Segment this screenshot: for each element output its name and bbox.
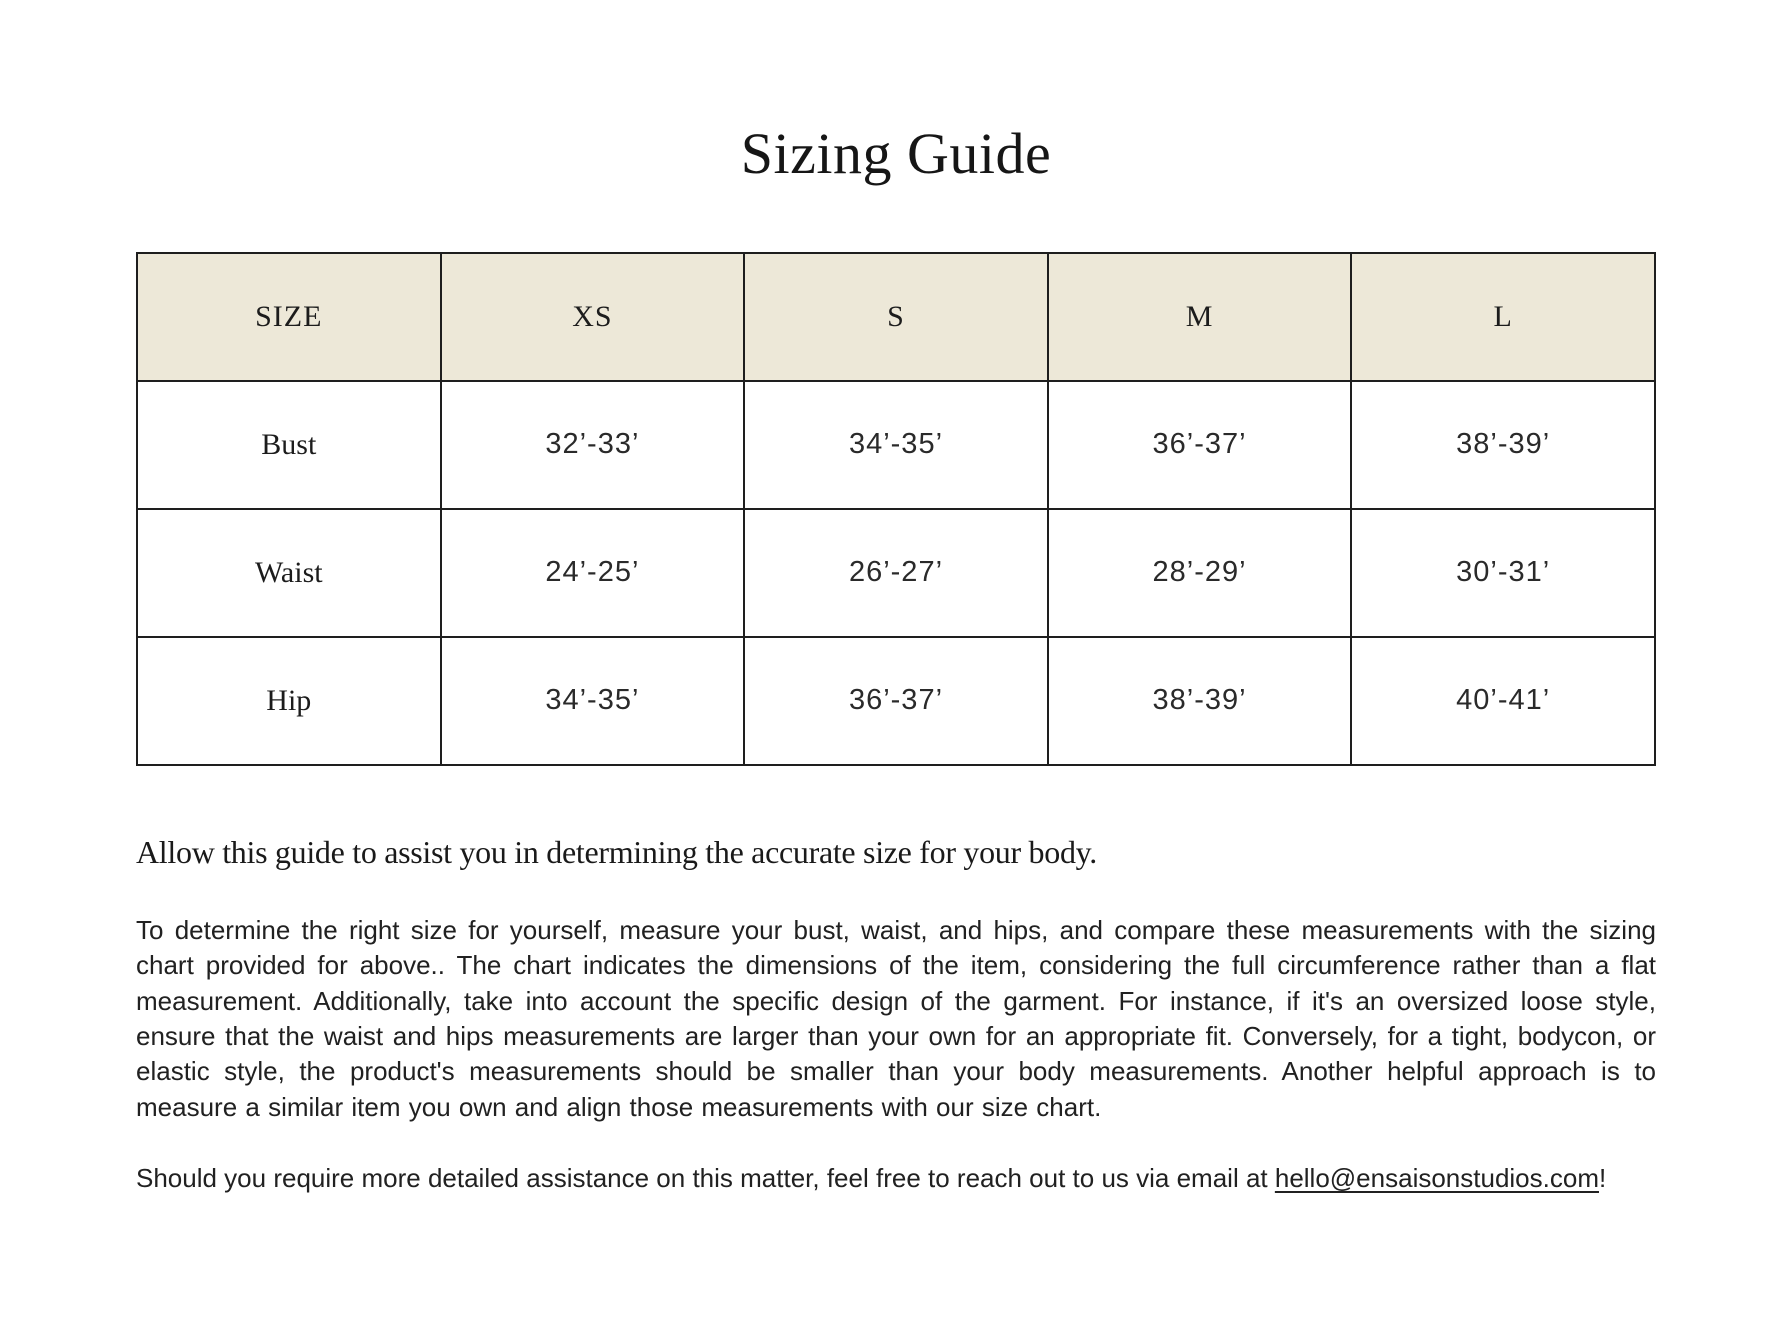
email-link[interactable]: hello@ensaisonstudios.com [1274, 1162, 1599, 1193]
row-label-hip: Hip [137, 637, 441, 765]
hip-l-value: 40’-41’ [1351, 637, 1655, 765]
table-row-waist [137, 509, 1655, 637]
header-cell-m: M [1048, 253, 1352, 381]
table-row-hip [137, 637, 1655, 765]
bust-m-value: 36’-37’ [1048, 381, 1352, 509]
hip-s-value: 36’-37’ [744, 637, 1048, 765]
waist-s-value: 26’-27’ [744, 509, 1048, 637]
contact-prefix: Should you require more detailed assistance on this matter, feel free to reach out to us via email at [136, 1162, 1275, 1193]
contact-text [136, 1163, 1656, 1194]
waist-m-value: 28’-29’ [1048, 509, 1352, 637]
hip-m-value: 38’-39’ [1048, 637, 1352, 765]
waist-xs-value: 24’-25’ [441, 509, 745, 637]
bust-l-value: 38’-39’ [1351, 381, 1655, 509]
waist-l-value: 30’-31’ [1351, 509, 1655, 637]
intro-text: Allow this guide to assist you in determining the accurate size for your body. [136, 833, 1097, 870]
sizing-guide-page [136, 0, 1656, 1194]
body-paragraph: To determine the right size for yourself, measure your bust, waist, and hips, and compare these measurements with the sizing chart provided for above.. The chart indicates the dimensions of the item, considering the full circumference rather than a flat measurement. Additionally, take into account the specific design of the garment. For instance, if it's an oversized loose style, ensure that the waist and hips measurements are larger than your own for an appropriate fit. Conversely, for a tight, bodycon, or elastic style, the product's measurements should be smaller than your body measurements. Another helpful approach is to measure a similar item you own and align those measurements with our size chart. [136, 914, 1656, 1122]
table-row-bust [137, 381, 1655, 509]
bust-s-value: 34’-35’ [744, 381, 1048, 509]
page-title: Sizing Guide [740, 121, 1052, 186]
header-cell-s: S [744, 253, 1048, 381]
table-header-row [137, 253, 1655, 381]
hip-xs-value: 34’-35’ [441, 637, 745, 765]
row-label-waist: Waist [137, 509, 441, 637]
contact-suffix: ! [1598, 1162, 1607, 1193]
row-label-bust: Bust [137, 381, 441, 509]
header-cell-size: SIZE [137, 253, 441, 381]
header-cell-l: L [1351, 253, 1655, 381]
bust-xs-value: 32’-33’ [441, 381, 745, 509]
sizing-table [136, 252, 1656, 766]
header-cell-xs: XS [441, 253, 745, 381]
